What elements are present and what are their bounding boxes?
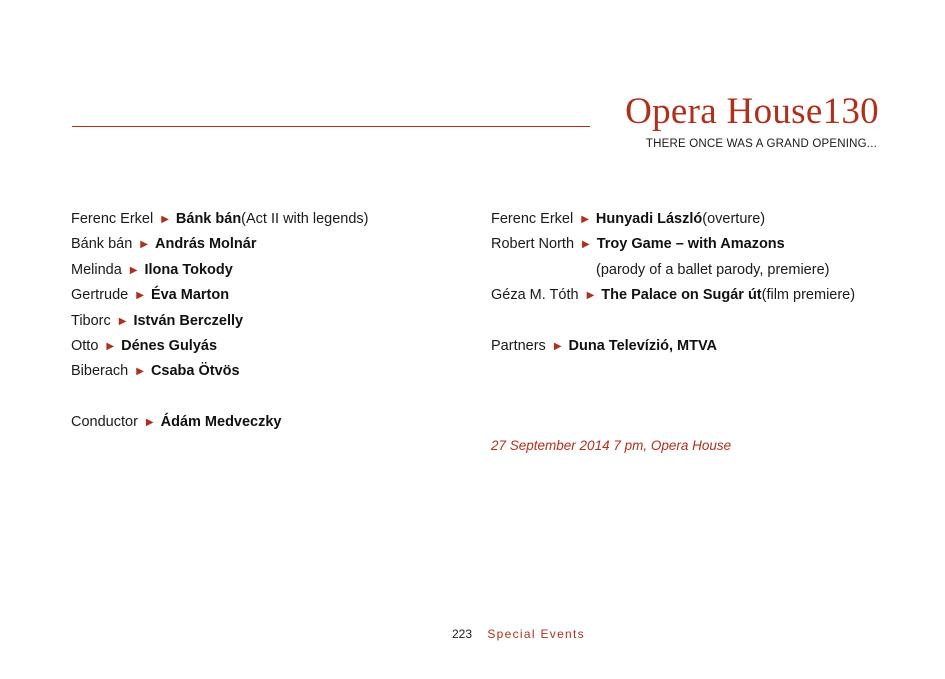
section-title: Special Events [487, 627, 585, 641]
arrow-icon: ▶ [129, 264, 138, 276]
credit-note: (overture) [702, 211, 766, 227]
credit-row [491, 285, 855, 310]
credit-name: Ádám Medveczky [160, 414, 282, 431]
credit-role: Gertrude [71, 287, 129, 304]
credit-role: Partners [491, 337, 546, 354]
credit-name: Csaba Ötvös [150, 363, 240, 380]
credit-role: Ferenc Erkel [491, 211, 574, 227]
arrow-icon: ▶ [145, 417, 154, 429]
page-footer [452, 627, 585, 641]
credit-name: Duna Televízió, MTVA [568, 337, 718, 354]
credit-role: Ferenc Erkel [71, 211, 154, 227]
credit-row [491, 234, 855, 259]
page-number: 223 [452, 627, 473, 641]
credit-role: Géza M. Tóth [491, 287, 579, 304]
credit-name: Éva Marton [150, 287, 230, 304]
right-credits-column [491, 209, 855, 361]
credit-row [71, 336, 369, 361]
partners-row [491, 336, 855, 361]
credit-row [71, 285, 369, 310]
credit-note: (film premiere) [761, 287, 856, 304]
arrow-icon: ▶ [136, 366, 144, 378]
credit-note: (parody of a ballet parody, premiere) [596, 261, 830, 278]
arrow-icon: ▶ [140, 239, 148, 251]
credit-role: Bánk bán [71, 236, 133, 253]
credit-row [491, 209, 855, 234]
credit-row [71, 234, 369, 259]
arrow-icon: ▶ [136, 290, 144, 302]
credit-note: (Act II with legends) [241, 211, 369, 227]
arrow-icon: ▶ [161, 214, 169, 225]
credit-name: The Palace on Sugár út [601, 287, 762, 304]
credit-role: Tiborc [71, 312, 111, 329]
credit-name: Ilona Tokody [144, 261, 233, 278]
credit-role: Melinda [71, 261, 122, 278]
credit-name: Bánk bán [175, 211, 242, 227]
credit-role: Otto [71, 337, 99, 354]
credit-name: István Berczelly [133, 312, 244, 329]
conductor-row [71, 412, 369, 437]
credit-role: Biberach [71, 363, 129, 380]
credit-role: Robert North [491, 236, 575, 253]
credit-row [71, 361, 369, 386]
arrow-icon: ▶ [582, 239, 590, 251]
event-date: 27 September 2014 7 pm, Opera House [491, 438, 732, 453]
page-title: Opera House130 [625, 91, 879, 132]
credit-name: Dénes Gulyás [121, 337, 218, 354]
credit-row [71, 311, 369, 336]
arrow-icon: ▶ [586, 290, 595, 302]
credit-row [71, 260, 369, 285]
credit-name: Troy Game – with Amazons [596, 236, 785, 253]
arrow-icon: ▶ [106, 340, 115, 352]
arrow-icon: ▶ [553, 340, 562, 352]
arrow-icon: ▶ [581, 214, 589, 225]
page-subtitle: THERE ONCE WAS A GRAND OPENING... [645, 138, 877, 150]
credit-row [71, 209, 369, 234]
credit-role: Conductor [71, 414, 138, 431]
credit-note-row [491, 260, 855, 285]
credit-name: András Molnár [154, 236, 257, 253]
arrow-icon: ▶ [118, 315, 127, 327]
credit-name: Hunyadi László [595, 211, 703, 227]
title-rule [72, 126, 590, 127]
left-credits-column [71, 209, 369, 438]
